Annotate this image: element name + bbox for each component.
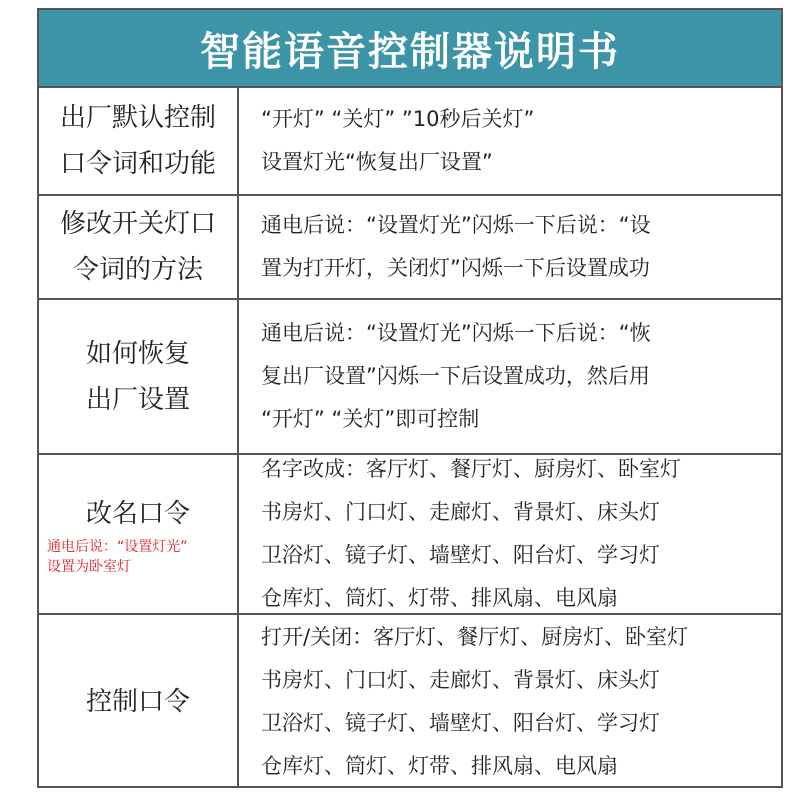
label-line: 修改开关灯口 bbox=[59, 209, 216, 239]
content-line: 打开/关闭：客厅灯、餐厅灯、厨房灯、卧室灯 bbox=[261, 624, 689, 649]
rename-note-line: 设置为卧室灯 bbox=[47, 559, 131, 575]
row-content bbox=[239, 615, 781, 788]
manual-table bbox=[37, 8, 783, 788]
row-label bbox=[39, 196, 239, 298]
content-line: 书房灯、门口灯、走廊灯、背景灯、床头灯 bbox=[261, 667, 660, 692]
content-line: 卫浴灯、镜子灯、墙壁灯、阳台灯、学习灯 bbox=[261, 710, 660, 735]
content-line: 通电后说：“设置灯光”闪烁一下后说：“设 bbox=[261, 213, 651, 237]
label-line: 出厂默认控制 bbox=[59, 103, 216, 133]
row-label bbox=[39, 615, 239, 788]
table-row-factory-reset bbox=[39, 298, 781, 453]
manual-title: 智能语音控制器说明书 bbox=[39, 10, 781, 86]
content-line: 复出厂设置”闪烁一下后设置成功，然后用 bbox=[261, 364, 650, 388]
row-label bbox=[39, 300, 239, 453]
label-line: 如何恢复 bbox=[85, 338, 190, 369]
table-row-default-commands bbox=[39, 86, 781, 194]
rename-note-line: 通电后说：“设置灯光” bbox=[47, 539, 188, 555]
label-line: 控制口令 bbox=[85, 686, 190, 717]
table-row-modify-commands bbox=[39, 194, 781, 298]
label-line: 改名口令 bbox=[85, 499, 190, 529]
row-content bbox=[239, 88, 781, 194]
row-content bbox=[239, 196, 781, 298]
row-label bbox=[39, 88, 239, 194]
content-line: 仓库灯、筒灯、灯带、排风扇、电风扇 bbox=[261, 753, 618, 778]
content-line: 卫浴灯、镜子灯、墙壁灯、阳台灯、学习灯 bbox=[261, 543, 660, 567]
label-line: 口令词和功能 bbox=[59, 149, 216, 179]
content-line: “开灯” “关灯” ”10秒后关灯” bbox=[261, 107, 535, 131]
content-line: 书房灯、门口灯、走廊灯、背景灯、床头灯 bbox=[261, 500, 660, 524]
row-label bbox=[39, 455, 239, 613]
content-line: 设置灯光“恢复出厂设置” bbox=[261, 150, 493, 174]
table-row-control-commands bbox=[39, 613, 781, 788]
row-content bbox=[239, 300, 781, 453]
content-line: “开灯” “关灯”即可控制 bbox=[261, 407, 480, 431]
content-line: 通电后说：“设置灯光”闪烁一下后说：“恢 bbox=[261, 321, 651, 345]
table-row-rename-commands bbox=[39, 453, 781, 613]
content-line: 置为打开灯，关闭灯”闪烁一下后设置成功 bbox=[261, 256, 650, 280]
content-line: 仓库灯、筒灯、灯带、排风扇、电风扇 bbox=[261, 586, 618, 610]
label-line: 令词的方法 bbox=[72, 255, 203, 285]
label-line: 出厂设置 bbox=[85, 384, 190, 415]
content-line: 名字改成：客厅灯、餐厅灯、厨房灯、卧室灯 bbox=[261, 457, 681, 481]
row-content bbox=[239, 455, 781, 613]
